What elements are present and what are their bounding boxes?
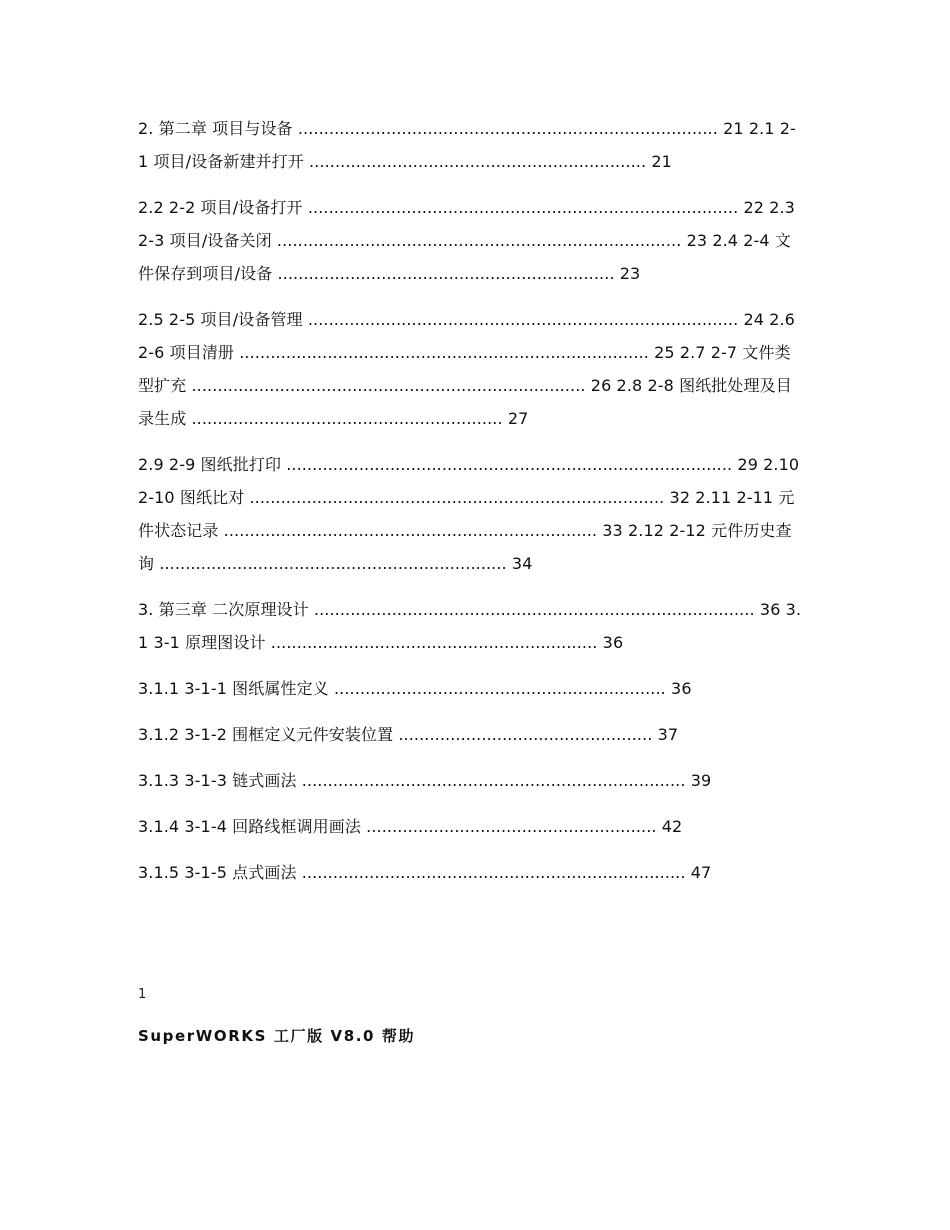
toc-entry-chapter-3[interactable]: 3. 第三章 二次原理设计 ..................................................................................... 36 3.1 3-1 原理图设计 ............................................................... 36 [138, 600, 802, 652]
toc-entry-3-1-4[interactable]: 3.1.4 3-1-4 回路线框调用画法 ........................................................ 42 [138, 817, 683, 836]
page-footer [138, 985, 806, 1047]
toc-entry-2-9-group[interactable]: 2.9 2-9 图纸批打印 ...................................................................................... 29 2.10 2-10 图纸比对 ................................................................................ 32 2.11 2-11 元件状态记录 ........................................................................ 33 2.12 2-12 元件历史查询 ................................................................... 34 [138, 455, 805, 573]
page-number: 1 [138, 987, 147, 1002]
document-title: SuperWORKS 工厂版 V8.0 帮助 [138, 1027, 416, 1045]
toc-entry-3-1-1[interactable]: 3.1.1 3-1-1 图纸属性定义 ................................................................ 36 [138, 679, 692, 698]
toc-entry-2-5-group[interactable]: 2.5 2-5 项目/设备管理 ................................................................................... 24 2.6 2-6 项目清册 ............................................................................... 25 2.7 2-7 文件类型扩充 ............................................................................ 26 2.8 2-8 图纸批处理及目录生成 ............................................................ 27 [138, 310, 801, 428]
toc-entry-2-2-group[interactable]: 2.2 2-2 项目/设备打开 ................................................................................... 22 2.3 2-3 项目/设备关闭 .............................................................................. 23 2.4 2-4 文件保存到项目/设备 ................................................................. 23 [138, 198, 801, 283]
toc-entry-3-1-3[interactable]: 3.1.3 3-1-3 链式画法 .......................................................................... 39 [138, 771, 712, 790]
toc-entry-chapter-2[interactable]: 2. 第二章 项目与设备 ................................................................................. 21 2.1 2-1 项目/设备新建并打开 ................................................................. 21 [138, 119, 796, 171]
toc-entry-3-1-5[interactable]: 3.1.5 3-1-5 点式画法 .......................................................................... 47 [138, 863, 712, 882]
table-of-contents [138, 112, 806, 902]
toc-entry-3-1-2[interactable]: 3.1.2 3-1-2 围框定义元件安装位置 ................................................. 37 [138, 725, 679, 744]
